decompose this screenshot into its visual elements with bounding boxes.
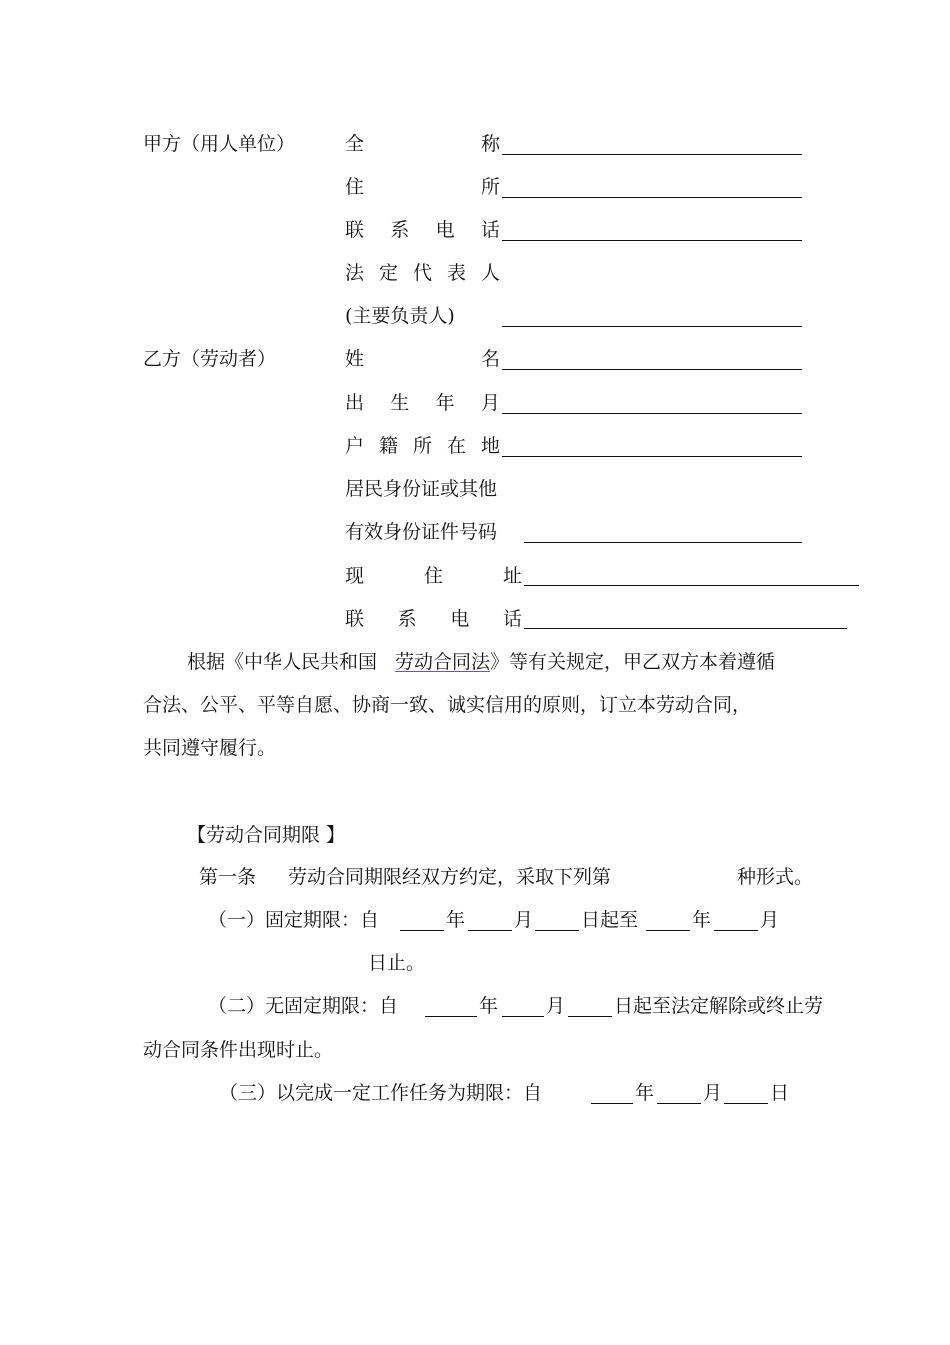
item1-month-blank[interactable] — [468, 930, 512, 931]
field-label-id-line2: 有效身份证件号码 — [345, 521, 498, 543]
field-label-residence — [345, 563, 522, 589]
household-label-char-0: 户 — [345, 435, 365, 457]
item3-day: 日 — [770, 1082, 790, 1104]
birth-label-char-1: 生 — [390, 392, 410, 414]
phone-b-label-char-0: 联 — [345, 608, 365, 630]
name-blank[interactable] — [502, 369, 802, 370]
legal-rep-label-char-2: 代 — [412, 262, 432, 284]
legal-rep-label-char-4: 人 — [480, 262, 500, 284]
field-label-legal-rep-sub: (主要负责人) — [345, 305, 455, 327]
preamble-line1 — [187, 649, 775, 675]
item1-year-blank[interactable] — [400, 930, 444, 931]
field-label-phone-b — [345, 606, 522, 632]
phone-b-label-char-2: 电 — [450, 608, 470, 630]
item1-month2: 月 — [760, 909, 780, 931]
birth-blank[interactable] — [502, 413, 802, 414]
household-label-char-1: 籍 — [378, 435, 398, 457]
item2-tail: 日起至法定解除或终止劳 — [614, 995, 824, 1017]
residence-label-char-2: 址 — [502, 565, 522, 587]
item1-month2-blank[interactable] — [714, 930, 758, 931]
household-label-char-2: 所 — [412, 435, 432, 457]
item2-day-blank[interactable] — [568, 1016, 612, 1017]
address-label-char-0: 住 — [345, 176, 365, 198]
birth-label-char-0: 出 — [345, 392, 365, 414]
article1-suffix: 种形式。 — [737, 866, 814, 888]
item1-year2: 年 — [692, 909, 712, 931]
field-label-address — [345, 174, 500, 200]
phone-b-blank[interactable] — [524, 628, 847, 629]
field-label-household — [345, 433, 500, 459]
article1-text: 劳动合同期限经双方约定，采取下列第 — [288, 866, 612, 888]
field-label-legal-rep — [345, 260, 500, 286]
address-label-char-1: 所 — [480, 176, 500, 198]
legal-rep-blank[interactable] — [502, 326, 802, 327]
party-a-label: 甲方（用人单位） — [143, 133, 296, 155]
residence-blank[interactable] — [524, 585, 859, 586]
phone-a-label-char-3: 话 — [480, 219, 500, 241]
full-name-label-char-0: 全 — [345, 133, 365, 155]
field-label-name — [345, 346, 500, 372]
field-label-phone-a — [345, 217, 500, 243]
full-name-blank[interactable] — [502, 154, 802, 155]
item3-label: （三）以完成一定工作任务为期限：自 — [219, 1082, 543, 1104]
legal-rep-label-char-1: 定 — [378, 262, 398, 284]
item1-day-blank[interactable] — [535, 930, 579, 931]
item3-year: 年 — [635, 1082, 655, 1104]
item1-year: 年 — [446, 909, 466, 931]
phone-a-label-char-2: 电 — [435, 219, 455, 241]
birth-label-char-2: 年 — [435, 392, 455, 414]
item2-label: （二）无固定期限：自 — [208, 995, 399, 1017]
item3-month-blank[interactable] — [657, 1103, 701, 1104]
item2-month-blank[interactable] — [502, 1016, 544, 1017]
household-label-char-4: 地 — [480, 435, 500, 457]
item1-end: 日止。 — [368, 952, 426, 974]
phone-a-label-char-0: 联 — [345, 219, 365, 241]
phone-b-label-char-3: 话 — [502, 608, 522, 630]
name-label-char-1: 名 — [480, 348, 500, 370]
item1-month: 月 — [514, 909, 534, 931]
item2-year-blank[interactable] — [425, 1016, 477, 1017]
preamble-prefix: 根据《中华人民共和国 — [187, 651, 378, 673]
legal-rep-label-char-3: 表 — [446, 262, 466, 284]
phone-a-label-char-1: 系 — [390, 219, 410, 241]
id-number-blank[interactable] — [524, 542, 802, 543]
field-label-id-line1: 居民身份证或其他 — [345, 478, 498, 500]
household-blank[interactable] — [502, 456, 802, 457]
labor-contract-law-link[interactable]: 劳动合同法 — [395, 651, 491, 673]
party-b-label: 乙方（劳动者） — [143, 348, 277, 370]
phone-b-label-char-1: 系 — [397, 608, 417, 630]
item1-day-from: 日起至 — [581, 909, 639, 931]
household-label-char-3: 在 — [446, 435, 466, 457]
item3-month: 月 — [703, 1082, 723, 1104]
name-label-char-0: 姓 — [345, 348, 365, 370]
section-heading: 【劳动合同期限 】 — [187, 824, 346, 846]
item1-label: （一）固定期限：自 — [208, 909, 380, 931]
item1-year2-blank[interactable] — [646, 930, 690, 931]
field-label-full-name — [345, 131, 500, 157]
residence-label-char-1: 住 — [423, 565, 443, 587]
item2-line2: 动合同条件出现时止。 — [143, 1039, 334, 1061]
item3-year-blank[interactable] — [591, 1103, 633, 1104]
address-blank[interactable] — [502, 197, 802, 198]
item2-month: 月 — [546, 995, 566, 1017]
item2-year: 年 — [479, 995, 499, 1017]
preamble-line3: 共同遵守履行。 — [143, 737, 277, 759]
item3-day-blank[interactable] — [724, 1103, 768, 1104]
article1-prefix: 第一条 — [199, 866, 257, 888]
birth-label-char-3: 月 — [480, 392, 500, 414]
residence-label-char-0: 现 — [345, 565, 365, 587]
legal-rep-label-char-0: 法 — [345, 262, 365, 284]
preamble-suffix: 》等有关规定，甲乙双方本着遵循 — [490, 651, 776, 673]
phone-a-blank[interactable] — [502, 240, 802, 241]
preamble-line2: 合法、公平、平等自愿、协商一致、诚实信用的原则，订立本劳动合同， — [143, 694, 752, 716]
full-name-label-char-1: 称 — [480, 133, 500, 155]
field-label-birth — [345, 390, 500, 416]
